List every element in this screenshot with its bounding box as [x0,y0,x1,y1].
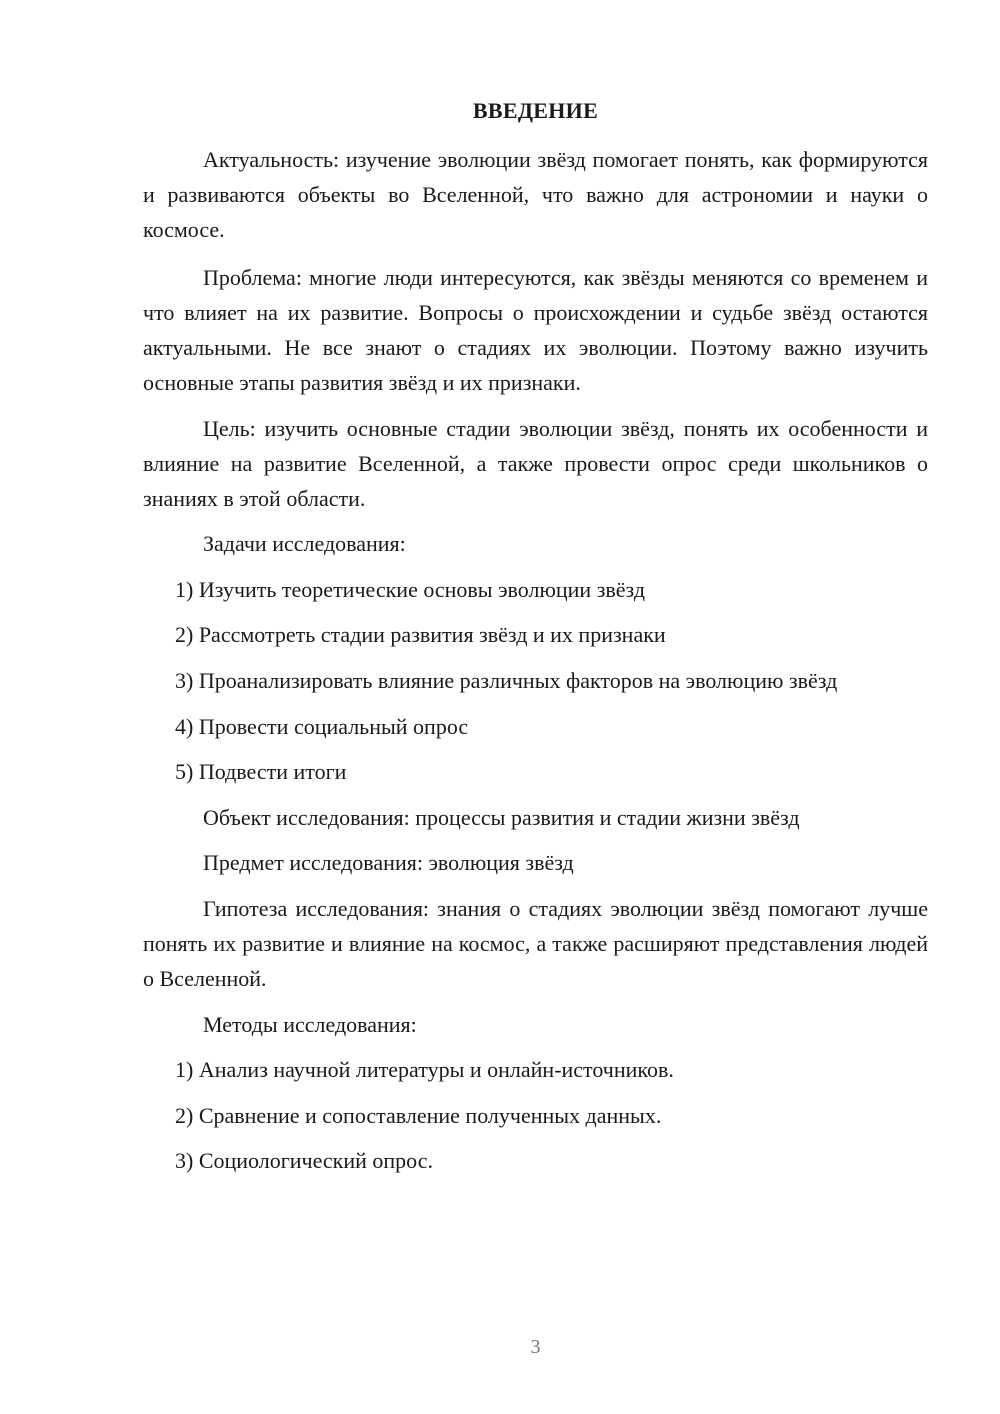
page-number: 3 [530,1336,541,1358]
task-item: 2) Рассмотреть стадии развития звёзд и их признаки [175,622,666,648]
goal-paragraph: Цель: изучить основные стадии эволюции звёзд, понять их особенности и влияние на развитие Вселенной, а также провести опрос среди школьников о знаниях в этой области. [143,415,928,511]
tasks-title: Задачи исследования: [203,531,406,557]
problem-paragraph: Проблема: многие люди интересуются, как звёзды меняются со временем и что влияет на их развитие. Вопросы о происхождении и судьбе звёзд остаются актуальными. Не все знают о стадиях их эволюции. Поэтому важно изучить основные этапы развития звёзд и их признаки. [143,265,928,395]
hypothesis-paragraph: Гипотеза исследования: знания о стадиях эволюции звёзд помогают лучше понять их развитие и влияние на космос, а также расширяют представления людей о Вселенной. [143,895,928,991]
document-body [143,142,928,1189]
method-item: 1) Анализ научной литературы и онлайн-источников. [175,1057,674,1083]
task-item: 3) Проанализировать влияние различных факторов на эволюцию звёзд [175,667,838,693]
task-item: 1) Изучить теоретические основы эволюции звёзд [175,576,646,602]
task-item: 4) Провести социальный опрос [175,713,469,739]
method-item: 3) Социологический опрос. [175,1148,433,1174]
task-item: 5) Подвести итоги [175,759,347,785]
subject-paragraph: Предмет исследования: эволюция звёзд [203,850,574,876]
relevance-paragraph: Актуальность: изучение эволюции звёзд помогает понять, как формируются и развиваются объекты во Вселенной, что важно для астрономии и науки о космосе. [143,147,928,242]
object-paragraph: Объект исследования: процессы развития и стадии жизни звёзд [203,804,800,830]
method-item: 2) Сравнение и сопоставление полученных данных. [175,1102,662,1128]
section-heading: ВВЕДЕНИЕ [472,98,599,123]
document-page [143,0,928,1414]
methods-title: Методы исследования: [203,1011,417,1037]
